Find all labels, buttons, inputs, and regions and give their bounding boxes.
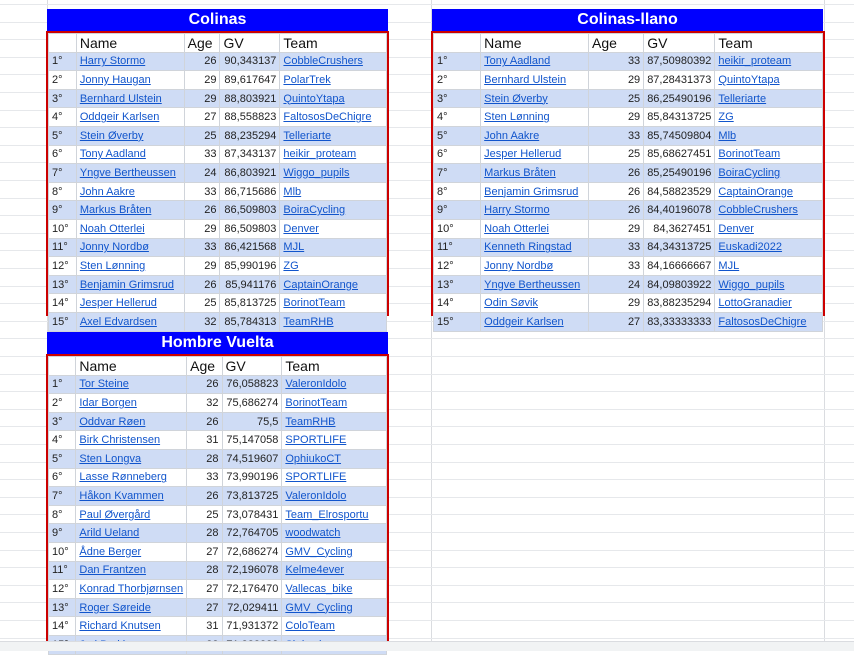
rank-cell[interactable]: 8° bbox=[49, 505, 76, 524]
rank-cell[interactable]: 6° bbox=[49, 468, 76, 487]
rank-cell[interactable]: 1° bbox=[49, 52, 77, 71]
name-cell[interactable]: Markus Bråten bbox=[76, 201, 184, 220]
age-cell[interactable]: 32 bbox=[184, 312, 220, 331]
table-row bbox=[49, 449, 387, 468]
team-cell[interactable]: OphiukoCT bbox=[282, 449, 387, 468]
name-cell[interactable]: Yngve Bertheussen bbox=[76, 164, 184, 183]
team-cell[interactable]: ZG bbox=[715, 108, 823, 127]
gv-cell[interactable]: 86,509803 bbox=[220, 201, 280, 220]
team-cell[interactable]: ColoTeam bbox=[282, 617, 387, 636]
age-cell[interactable]: 26 bbox=[184, 52, 220, 71]
team-cell[interactable]: Wiggo_pupils bbox=[715, 275, 823, 294]
name-cell[interactable]: Benjamin Grimsrud bbox=[481, 182, 589, 201]
age-cell[interactable]: 33 bbox=[184, 145, 220, 164]
rank-cell[interactable]: 14° bbox=[434, 294, 481, 313]
team-cell[interactable]: QuintoYtapa bbox=[715, 71, 823, 90]
age-cell[interactable]: 28 bbox=[187, 524, 222, 543]
table-row bbox=[434, 257, 823, 276]
rank-cell[interactable]: 5° bbox=[49, 126, 77, 145]
gv-cell[interactable]: 72,029411 bbox=[222, 598, 282, 617]
gv-cell[interactable]: 88,803921 bbox=[220, 89, 280, 108]
table-row bbox=[434, 219, 823, 238]
team-cell[interactable]: ValeronIdolo bbox=[282, 375, 387, 394]
age-cell[interactable]: 29 bbox=[184, 71, 220, 90]
name-cell[interactable]: Tor Steine bbox=[76, 375, 187, 394]
header-name[interactable]: Name bbox=[76, 357, 187, 376]
age-cell[interactable]: 33 bbox=[184, 182, 220, 201]
rank-cell[interactable]: 11° bbox=[434, 238, 481, 257]
age-cell[interactable]: 24 bbox=[589, 275, 644, 294]
rank-cell[interactable]: 9° bbox=[49, 524, 76, 543]
table-row bbox=[434, 164, 823, 183]
header-team[interactable]: Team bbox=[280, 34, 387, 53]
gv-cell[interactable]: 87,28431373 bbox=[644, 71, 715, 90]
gv-cell[interactable]: 84,40196078 bbox=[644, 201, 715, 220]
rank-cell[interactable]: 1° bbox=[434, 52, 481, 71]
rank-cell[interactable]: 8° bbox=[434, 182, 481, 201]
table-row bbox=[49, 561, 387, 580]
name-cell[interactable]: Benjamin Grimsrud bbox=[76, 275, 184, 294]
table-row bbox=[49, 257, 387, 276]
table-row bbox=[49, 238, 387, 257]
name-cell[interactable]: Arild Ueland bbox=[76, 524, 187, 543]
team-cell[interactable]: MJL bbox=[280, 238, 387, 257]
age-cell[interactable]: 27 bbox=[187, 580, 222, 599]
team-cell[interactable]: CaptainOrange bbox=[715, 182, 823, 201]
rank-cell[interactable]: 2° bbox=[434, 71, 481, 90]
gv-cell[interactable]: 87,50980392 bbox=[644, 52, 715, 71]
header-rank[interactable] bbox=[434, 34, 481, 53]
rank-cell[interactable]: 14° bbox=[49, 294, 77, 313]
age-cell[interactable]: 29 bbox=[589, 294, 644, 313]
grid-row-line bbox=[0, 4, 854, 5]
team-cell[interactable]: Mlb bbox=[280, 182, 387, 201]
name-cell[interactable]: Paul Øvergård bbox=[76, 505, 187, 524]
team-cell[interactable]: TeamRHB bbox=[282, 412, 387, 431]
age-cell[interactable]: 27 bbox=[589, 312, 644, 331]
rank-cell[interactable]: 7° bbox=[434, 164, 481, 183]
gv-cell[interactable]: 72,686274 bbox=[222, 542, 282, 561]
rank-cell[interactable]: 4° bbox=[434, 108, 481, 127]
rank-cell[interactable]: 10° bbox=[49, 219, 77, 238]
rank-cell[interactable]: 12° bbox=[49, 580, 76, 599]
age-cell[interactable]: 33 bbox=[589, 257, 644, 276]
gv-cell[interactable]: 83,88235294 bbox=[644, 294, 715, 313]
team-cell[interactable]: CaptainOrange bbox=[280, 275, 387, 294]
table-row bbox=[49, 505, 387, 524]
name-cell[interactable]: Stein Øverby bbox=[481, 89, 589, 108]
team-cell[interactable]: CobbleCrushers bbox=[280, 52, 387, 71]
gv-cell[interactable]: 90,343137 bbox=[220, 52, 280, 71]
rank-cell[interactable]: 4° bbox=[49, 431, 76, 450]
name-cell[interactable]: Axel Edvardsen bbox=[76, 312, 184, 331]
gv-cell[interactable]: 72,176470 bbox=[222, 580, 282, 599]
table-row bbox=[49, 164, 387, 183]
hombre-vuelta-table bbox=[48, 356, 387, 655]
table-row bbox=[49, 294, 387, 313]
gv-cell[interactable]: 86,509803 bbox=[220, 219, 280, 238]
name-cell[interactable]: Oddgeir Karlsen bbox=[481, 312, 589, 331]
header-team[interactable]: Team bbox=[282, 357, 387, 376]
team-cell[interactable]: ValeronIdolo bbox=[282, 487, 387, 506]
name-cell[interactable]: Roger Søreide bbox=[76, 598, 187, 617]
gv-cell[interactable]: 73,813725 bbox=[222, 487, 282, 506]
team-cell[interactable]: Team_Elrosportu bbox=[282, 505, 387, 524]
team-cell[interactable]: BoiraCycling bbox=[715, 164, 823, 183]
name-cell[interactable]: Tony Aadland bbox=[481, 52, 589, 71]
table-row bbox=[49, 617, 387, 636]
colinas-llano-title[interactable]: Colinas-llano bbox=[432, 9, 823, 31]
name-cell[interactable]: Jesper Hellerud bbox=[481, 145, 589, 164]
gv-cell[interactable]: 85,68627451 bbox=[644, 145, 715, 164]
header-gv[interactable]: GV bbox=[220, 34, 280, 53]
age-cell[interactable]: 33 bbox=[589, 52, 644, 71]
age-cell[interactable]: 26 bbox=[187, 375, 222, 394]
rank-cell[interactable]: 15° bbox=[434, 312, 481, 331]
age-cell[interactable]: 29 bbox=[184, 219, 220, 238]
rank-cell[interactable]: 2° bbox=[49, 394, 76, 413]
team-cell[interactable]: Wiggo_pupils bbox=[280, 164, 387, 183]
header-row bbox=[49, 357, 387, 376]
name-cell[interactable]: Jonny Nordbø bbox=[481, 257, 589, 276]
header-rank[interactable] bbox=[49, 34, 77, 53]
name-cell[interactable]: John Aakre bbox=[481, 126, 589, 145]
age-cell[interactable]: 26 bbox=[184, 275, 220, 294]
name-cell[interactable]: Noah Otterlei bbox=[76, 219, 184, 238]
team-cell[interactable]: ZG bbox=[280, 257, 387, 276]
age-cell[interactable]: 29 bbox=[184, 257, 220, 276]
table-row bbox=[49, 468, 387, 487]
age-cell[interactable]: 31 bbox=[187, 431, 222, 450]
header-team[interactable]: Team bbox=[715, 34, 823, 53]
name-cell[interactable]: Konrad Thorbjørnsen bbox=[76, 580, 187, 599]
name-cell[interactable]: Ådne Berger bbox=[76, 542, 187, 561]
gv-cell[interactable]: 85,84313725 bbox=[644, 108, 715, 127]
name-cell[interactable]: Idar Borgen bbox=[76, 394, 187, 413]
age-cell[interactable]: 29 bbox=[589, 71, 644, 90]
age-cell[interactable]: 27 bbox=[187, 598, 222, 617]
rank-cell[interactable]: 8° bbox=[49, 182, 77, 201]
name-cell[interactable]: Noah Otterlei bbox=[481, 219, 589, 238]
gv-cell[interactable]: 84,3627451 bbox=[644, 219, 715, 238]
rank-cell[interactable]: 11° bbox=[49, 238, 77, 257]
gv-cell[interactable]: 73,990196 bbox=[222, 468, 282, 487]
table-row bbox=[434, 52, 823, 71]
rank-cell[interactable]: 3° bbox=[434, 89, 481, 108]
age-cell[interactable]: 33 bbox=[187, 468, 222, 487]
team-cell[interactable]: GMV_Cycling bbox=[282, 542, 387, 561]
rank-cell[interactable]: 9° bbox=[434, 201, 481, 220]
name-cell[interactable]: Birk Christensen bbox=[76, 431, 187, 450]
table-row bbox=[49, 52, 387, 71]
gv-cell[interactable]: 71,931372 bbox=[222, 617, 282, 636]
rank-cell[interactable]: 2° bbox=[49, 71, 77, 90]
gv-cell[interactable]: 75,147058 bbox=[222, 431, 282, 450]
age-cell[interactable]: 25 bbox=[589, 145, 644, 164]
age-cell[interactable]: 26 bbox=[187, 412, 222, 431]
age-cell[interactable]: 28 bbox=[187, 561, 222, 580]
table-row bbox=[49, 145, 387, 164]
table-row bbox=[49, 598, 387, 617]
header-row bbox=[49, 34, 387, 53]
table-row bbox=[434, 275, 823, 294]
hombre-vuelta-title[interactable]: Hombre Vuelta bbox=[47, 332, 388, 354]
rank-cell[interactable]: 10° bbox=[49, 542, 76, 561]
name-cell[interactable]: John Aakre bbox=[76, 182, 184, 201]
team-cell[interactable]: BorinotTeam bbox=[715, 145, 823, 164]
table-row bbox=[434, 182, 823, 201]
team-cell[interactable]: woodwatch bbox=[282, 524, 387, 543]
age-cell[interactable]: 26 bbox=[187, 487, 222, 506]
rank-cell[interactable]: 13° bbox=[49, 598, 76, 617]
team-cell[interactable]: heikir_proteam bbox=[280, 145, 387, 164]
team-cell[interactable]: SPORTLIFE bbox=[282, 431, 387, 450]
age-cell[interactable]: 33 bbox=[184, 238, 220, 257]
table-row bbox=[49, 412, 387, 431]
name-cell[interactable]: Harry Stormo bbox=[76, 52, 184, 71]
header-age[interactable]: Age bbox=[589, 34, 644, 53]
gv-cell[interactable]: 85,813725 bbox=[220, 294, 280, 313]
name-cell[interactable]: Richard Knutsen bbox=[76, 617, 187, 636]
table-row bbox=[434, 145, 823, 164]
rank-cell[interactable]: 12° bbox=[49, 257, 77, 276]
age-cell[interactable]: 31 bbox=[187, 617, 222, 636]
gv-cell[interactable]: 84,34313725 bbox=[644, 238, 715, 257]
table-row bbox=[49, 182, 387, 201]
rank-cell[interactable]: 6° bbox=[49, 145, 77, 164]
name-cell[interactable]: Håkon Kvammen bbox=[76, 487, 187, 506]
name-cell[interactable]: Jonny Haugan bbox=[76, 71, 184, 90]
gv-cell[interactable]: 86,803921 bbox=[220, 164, 280, 183]
age-cell[interactable]: 24 bbox=[184, 164, 220, 183]
age-cell[interactable]: 25 bbox=[187, 505, 222, 524]
age-cell[interactable]: 26 bbox=[589, 201, 644, 220]
table-row bbox=[434, 89, 823, 108]
name-cell[interactable]: Sten Lønning bbox=[76, 257, 184, 276]
gv-cell[interactable]: 74,519607 bbox=[222, 449, 282, 468]
table-row bbox=[49, 542, 387, 561]
age-cell[interactable]: 29 bbox=[184, 89, 220, 108]
age-cell[interactable]: 26 bbox=[589, 164, 644, 183]
header-row bbox=[434, 34, 823, 53]
gv-cell[interactable]: 88,235294 bbox=[220, 126, 280, 145]
table-row bbox=[49, 431, 387, 450]
team-cell[interactable]: Telleriarte bbox=[280, 126, 387, 145]
gv-cell[interactable]: 87,343137 bbox=[220, 145, 280, 164]
age-cell[interactable]: 27 bbox=[184, 108, 220, 127]
age-cell[interactable]: 29 bbox=[589, 219, 644, 238]
team-cell[interactable]: Mlb bbox=[715, 126, 823, 145]
team-cell[interactable]: Kelme4ever bbox=[282, 561, 387, 580]
table-row bbox=[49, 126, 387, 145]
rank-cell[interactable]: 7° bbox=[49, 487, 76, 506]
header-age[interactable]: Age bbox=[184, 34, 220, 53]
name-cell[interactable]: Odin Søvik bbox=[481, 294, 589, 313]
name-cell[interactable]: Sten Longva bbox=[76, 449, 187, 468]
age-cell[interactable]: 26 bbox=[184, 201, 220, 220]
gv-cell[interactable]: 84,58823529 bbox=[644, 182, 715, 201]
age-cell[interactable]: 33 bbox=[589, 126, 644, 145]
header-rank[interactable] bbox=[49, 357, 76, 376]
table-row bbox=[434, 126, 823, 145]
team-cell[interactable]: Euskadi2022 bbox=[715, 238, 823, 257]
table-row bbox=[434, 108, 823, 127]
rank-cell[interactable]: 3° bbox=[49, 89, 77, 108]
team-cell[interactable]: PolarTrek bbox=[280, 71, 387, 90]
rank-cell[interactable]: 4° bbox=[49, 108, 77, 127]
table-row bbox=[434, 294, 823, 313]
table-row bbox=[49, 219, 387, 238]
table-row bbox=[49, 71, 387, 90]
colinas-llano-table-frame bbox=[431, 31, 825, 328]
rank-cell[interactable]: 15° bbox=[49, 312, 77, 331]
age-cell[interactable]: 27 bbox=[187, 542, 222, 561]
gv-cell[interactable]: 85,25490196 bbox=[644, 164, 715, 183]
age-cell[interactable]: 32 bbox=[187, 394, 222, 413]
team-cell[interactable]: QuintoYtapa bbox=[280, 89, 387, 108]
gv-cell[interactable]: 88,558823 bbox=[220, 108, 280, 127]
rank-cell[interactable]: 5° bbox=[49, 449, 76, 468]
colinas-title[interactable]: Colinas bbox=[47, 9, 388, 31]
rank-cell[interactable]: 12° bbox=[434, 257, 481, 276]
table-row bbox=[49, 394, 387, 413]
gv-cell[interactable]: 85,74509804 bbox=[644, 126, 715, 145]
name-cell[interactable]: Harry Stormo bbox=[481, 201, 589, 220]
name-cell[interactable]: Jonny Nordbø bbox=[76, 238, 184, 257]
header-age[interactable]: Age bbox=[187, 357, 222, 376]
team-cell[interactable]: BorinotTeam bbox=[282, 394, 387, 413]
team-cell[interactable]: TeamRHB bbox=[280, 312, 387, 331]
name-cell[interactable]: Kenneth Ringstad bbox=[481, 238, 589, 257]
gv-cell[interactable]: 75,686274 bbox=[222, 394, 282, 413]
colinas-table-frame bbox=[46, 31, 389, 328]
age-cell[interactable]: 25 bbox=[589, 89, 644, 108]
name-cell[interactable]: Oddvar Røen bbox=[76, 412, 187, 431]
team-cell[interactable]: Denver bbox=[280, 219, 387, 238]
gv-cell[interactable]: 89,617647 bbox=[220, 71, 280, 90]
team-cell[interactable]: GMV_Cycling bbox=[282, 598, 387, 617]
name-cell[interactable]: Jesper Hellerud bbox=[76, 294, 184, 313]
team-cell[interactable]: Vallecas_bike bbox=[282, 580, 387, 599]
header-gv[interactable]: GV bbox=[222, 357, 282, 376]
name-cell[interactable]: Sten Lønning bbox=[481, 108, 589, 127]
age-cell[interactable]: 29 bbox=[589, 108, 644, 127]
team-cell[interactable]: SPORTLIFE bbox=[282, 468, 387, 487]
age-cell[interactable]: 25 bbox=[184, 294, 220, 313]
name-cell[interactable]: Markus Bråten bbox=[481, 164, 589, 183]
gv-cell[interactable]: 76,058823 bbox=[222, 375, 282, 394]
table-row bbox=[434, 238, 823, 257]
rank-cell[interactable]: 10° bbox=[434, 219, 481, 238]
name-cell[interactable]: Tony Aadland bbox=[76, 145, 184, 164]
team-cell[interactable]: FaltososDeChigre bbox=[715, 312, 823, 331]
rank-cell[interactable]: 13° bbox=[49, 275, 77, 294]
team-cell[interactable]: LottoGranadier bbox=[715, 294, 823, 313]
table-row bbox=[434, 201, 823, 220]
gv-cell[interactable]: 72,764705 bbox=[222, 524, 282, 543]
name-cell[interactable]: Bernhard Ulstein bbox=[76, 89, 184, 108]
table-row bbox=[49, 375, 387, 394]
header-name[interactable]: Name bbox=[481, 34, 589, 53]
table-row bbox=[49, 580, 387, 599]
header-name[interactable]: Name bbox=[76, 34, 184, 53]
table-row bbox=[49, 524, 387, 543]
team-cell[interactable]: Telleriarte bbox=[715, 89, 823, 108]
team-cell[interactable]: BorinotTeam bbox=[280, 294, 387, 313]
gv-cell[interactable]: 86,715686 bbox=[220, 182, 280, 201]
gv-cell[interactable]: 85,941176 bbox=[220, 275, 280, 294]
age-cell[interactable]: 28 bbox=[187, 449, 222, 468]
gv-cell[interactable]: 86,421568 bbox=[220, 238, 280, 257]
name-cell[interactable]: Yngve Bertheussen bbox=[481, 275, 589, 294]
rank-cell[interactable]: 14° bbox=[49, 617, 76, 636]
gv-cell[interactable]: 85,990196 bbox=[220, 257, 280, 276]
name-cell[interactable]: Lasse Rønneberg bbox=[76, 468, 187, 487]
gv-cell[interactable]: 72,196078 bbox=[222, 561, 282, 580]
gv-cell[interactable]: 85,784313 bbox=[220, 312, 280, 331]
table-row bbox=[49, 201, 387, 220]
team-cell[interactable]: BoiraCycling bbox=[280, 201, 387, 220]
gv-cell[interactable]: 86,25490196 bbox=[644, 89, 715, 108]
table-row bbox=[434, 312, 823, 331]
table-row bbox=[49, 312, 387, 331]
team-cell[interactable]: Denver bbox=[715, 219, 823, 238]
team-cell[interactable]: MJL bbox=[715, 257, 823, 276]
colinas-llano-table bbox=[433, 33, 823, 332]
name-cell[interactable]: Stein Øverby bbox=[76, 126, 184, 145]
age-cell[interactable]: 33 bbox=[589, 238, 644, 257]
table-row bbox=[49, 275, 387, 294]
name-cell[interactable]: Dan Frantzen bbox=[76, 561, 187, 580]
rank-cell[interactable]: 7° bbox=[49, 164, 77, 183]
rank-cell[interactable]: 1° bbox=[49, 375, 76, 394]
team-cell[interactable]: CobbleCrushers bbox=[715, 201, 823, 220]
gv-cell[interactable]: 84,09803922 bbox=[644, 275, 715, 294]
gv-cell[interactable]: 75,5 bbox=[222, 412, 282, 431]
gv-cell[interactable]: 84,16666667 bbox=[644, 257, 715, 276]
age-cell[interactable]: 26 bbox=[589, 182, 644, 201]
team-cell[interactable]: heikir_proteam bbox=[715, 52, 823, 71]
name-cell[interactable]: Oddgeir Karlsen bbox=[76, 108, 184, 127]
age-cell[interactable]: 25 bbox=[184, 126, 220, 145]
name-cell[interactable]: Bernhard Ulstein bbox=[481, 71, 589, 90]
rank-cell[interactable]: 5° bbox=[434, 126, 481, 145]
hombre-vuelta-table-frame bbox=[46, 354, 389, 644]
table-row bbox=[49, 108, 387, 127]
table-row bbox=[49, 89, 387, 108]
team-cell[interactable]: FaltososDeChigre bbox=[280, 108, 387, 127]
table-row bbox=[49, 487, 387, 506]
rank-cell[interactable]: 9° bbox=[49, 201, 77, 220]
rank-cell[interactable]: 11° bbox=[49, 561, 76, 580]
gv-cell[interactable]: 73,078431 bbox=[222, 505, 282, 524]
rank-cell[interactable]: 6° bbox=[434, 145, 481, 164]
rank-cell[interactable]: 3° bbox=[49, 412, 76, 431]
rank-cell[interactable]: 13° bbox=[434, 275, 481, 294]
gv-cell[interactable]: 83,33333333 bbox=[644, 312, 715, 331]
colinas-table bbox=[48, 33, 387, 332]
table-row bbox=[434, 71, 823, 90]
header-gv[interactable]: GV bbox=[644, 34, 715, 53]
